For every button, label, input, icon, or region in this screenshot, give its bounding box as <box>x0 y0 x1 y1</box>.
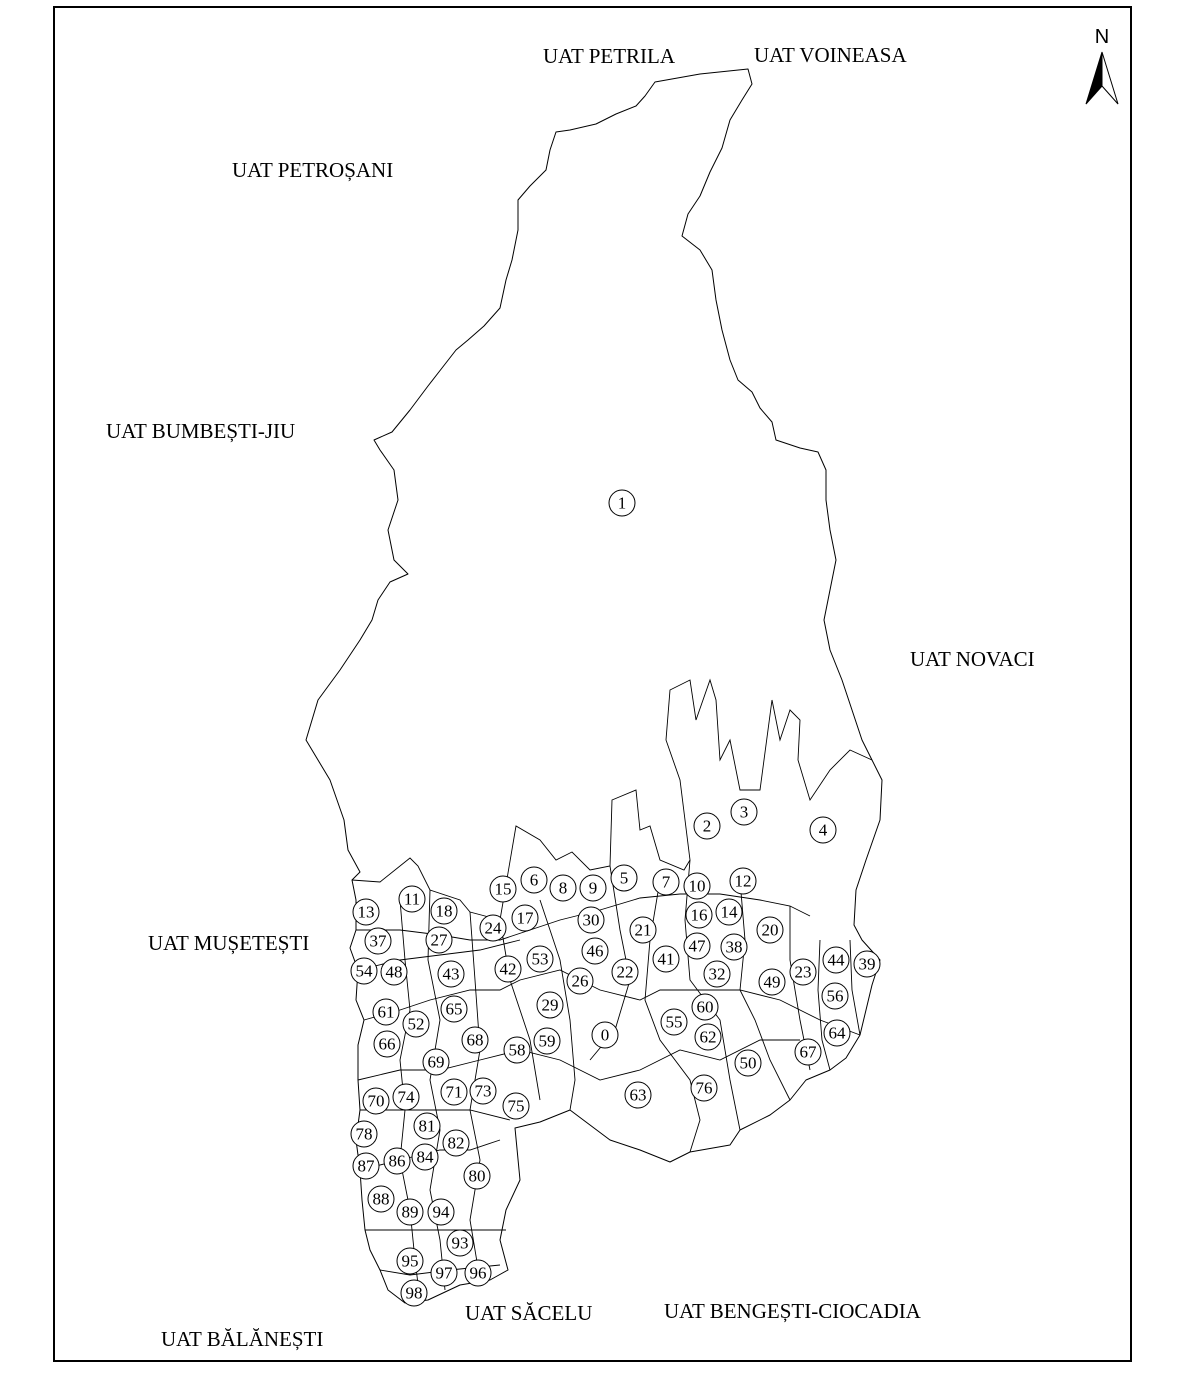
parcel-marker <box>393 1084 419 1110</box>
parcel-number: 95 <box>401 1251 419 1271</box>
parcel-number: 16 <box>690 905 708 925</box>
parcel-number: 21 <box>634 920 652 940</box>
neighbor-uat-label: UAT BĂLĂNEȘTI <box>161 1327 324 1351</box>
neighbor-uat-label: UAT NOVACI <box>910 647 1035 671</box>
parcel-marker <box>721 934 747 960</box>
neighbor-uat-label: UAT MUȘETEȘTI <box>148 931 310 955</box>
parcel-number: 55 <box>665 1012 683 1032</box>
parcel-number: 78 <box>355 1124 373 1144</box>
parcel-number: 6 <box>529 870 539 890</box>
parcel-marker <box>704 961 730 987</box>
parcel-marker <box>381 959 407 985</box>
north-arrow <box>1086 26 1118 104</box>
parcel-marker <box>824 1020 850 1046</box>
parcel-marker <box>428 1199 454 1225</box>
parcel-number: 81 <box>418 1116 436 1136</box>
parcel-marker <box>401 1280 427 1306</box>
north-arrow-icon <box>1086 52 1102 104</box>
parcel-number: 18 <box>435 901 453 921</box>
parcel-marker <box>730 868 756 894</box>
parcel-marker <box>431 1260 457 1286</box>
parcel-number: 41 <box>657 949 675 969</box>
parcel-number: 89 <box>401 1202 419 1222</box>
parcel-marker <box>426 927 452 953</box>
parcel-marker <box>441 996 467 1022</box>
parcel-marker <box>368 1186 394 1212</box>
parcel-number: 37 <box>369 931 387 951</box>
parcel-marker <box>504 1037 530 1063</box>
parcel-number: 87 <box>357 1156 375 1176</box>
parcel-number: 10 <box>688 876 706 896</box>
parcel-number: 9 <box>588 878 598 898</box>
parcel-marker <box>503 1093 529 1119</box>
parcel-number: 59 <box>538 1031 556 1051</box>
parcel-marker <box>441 1079 467 1105</box>
parcel-marker <box>692 994 718 1020</box>
parcel-number: 61 <box>377 1002 395 1022</box>
parcel-number: 53 <box>531 949 549 969</box>
parcel-marker <box>495 956 521 982</box>
parcel-number: 11 <box>403 889 421 909</box>
parcel-marker <box>403 1011 429 1037</box>
neighbor-uat-label: UAT BUMBEȘTI-JIU <box>106 419 296 443</box>
parcel-number: 65 <box>445 999 463 1019</box>
parcel-marker <box>397 1248 423 1274</box>
parcel-number: 44 <box>827 950 845 970</box>
parcel-number: 12 <box>734 871 752 891</box>
parcel-marker <box>790 959 816 985</box>
parcel-number: 88 <box>372 1189 390 1209</box>
parcel-number: 75 <box>507 1096 525 1116</box>
parcel-number: 38 <box>725 937 743 957</box>
parcel-marker <box>443 1130 469 1156</box>
parcel-marker <box>731 799 757 825</box>
parcel-marker <box>686 902 712 928</box>
parcel-number: 60 <box>696 997 714 1017</box>
parcel-number: 26 <box>571 971 589 991</box>
parcel-marker <box>661 1009 687 1035</box>
parcel-marker <box>521 867 547 893</box>
parcel-number: 68 <box>466 1030 484 1050</box>
neighbor-uat-label: UAT VOINEASA <box>754 43 907 67</box>
neighbor-uat-label: UAT PETRILA <box>543 44 676 68</box>
parcel-marker <box>611 865 637 891</box>
parcel-marker <box>537 992 563 1018</box>
parcel-marker <box>695 1024 721 1050</box>
parcel-marker <box>365 928 391 954</box>
parcel-number: 30 <box>582 910 600 930</box>
parcel-number: 84 <box>416 1147 434 1167</box>
parcel-number: 64 <box>828 1023 846 1043</box>
parcel-number: 48 <box>385 962 403 982</box>
parcel-marker <box>490 876 516 902</box>
parcel-number: 43 <box>442 964 460 984</box>
parcel-number: 20 <box>761 920 779 940</box>
parcel-marker <box>810 817 836 843</box>
parcel-number: 4 <box>818 820 828 840</box>
parcel-number: 73 <box>474 1081 492 1101</box>
parcel-number: 69 <box>427 1052 445 1072</box>
parcel-number: 82 <box>447 1133 465 1153</box>
parcel-number: 93 <box>451 1233 469 1253</box>
parcel-number: 22 <box>616 962 634 982</box>
parcel-number: 29 <box>541 995 559 1015</box>
neighbor-uat-label: UAT PETROȘANI <box>232 158 394 182</box>
parcel-number: 71 <box>445 1082 463 1102</box>
parcel-marker <box>653 869 679 895</box>
parcel-marker <box>716 899 742 925</box>
north-label: N <box>1094 26 1110 48</box>
parcel-number: 54 <box>355 961 373 981</box>
parcel-number: 8 <box>558 878 568 898</box>
parcel-number: 39 <box>858 954 876 974</box>
parcel-marker <box>735 1050 761 1076</box>
parcel-number: 14 <box>720 902 738 922</box>
parcel-marker <box>363 1088 389 1114</box>
parcel-number: 23 <box>794 962 812 982</box>
parcel-marker <box>580 875 606 901</box>
parcel-marker <box>592 1022 618 1048</box>
parcel-marker <box>822 983 848 1009</box>
parcel-number: 63 <box>629 1085 647 1105</box>
parcel-number: 98 <box>405 1283 423 1303</box>
parcel-marker <box>447 1230 473 1256</box>
parcel-number: 24 <box>484 918 502 938</box>
parcel-marker <box>550 875 576 901</box>
parcel-marker <box>582 938 608 964</box>
parcel-marker <box>512 905 538 931</box>
parcel-marker <box>414 1113 440 1139</box>
parcel-marker <box>423 1049 449 1075</box>
parcel-marker <box>412 1144 438 1170</box>
parcel-number: 76 <box>695 1078 713 1098</box>
parcel-number: 0 <box>600 1025 610 1045</box>
parcel-number: 15 <box>494 879 512 899</box>
parcel-number: 47 <box>688 936 706 956</box>
parcel-marker <box>527 946 553 972</box>
parcel-marker <box>462 1027 488 1053</box>
parcel-number: 46 <box>586 941 604 961</box>
parcel-number: 56 <box>826 986 844 1006</box>
parcel-number: 13 <box>357 902 375 922</box>
parcel-marker <box>759 969 785 995</box>
parcel-number: 27 <box>430 930 448 950</box>
parcel-marker <box>795 1039 821 1065</box>
parcel-number: 62 <box>699 1027 717 1047</box>
parcel-marker <box>351 1121 377 1147</box>
parcel-number: 86 <box>388 1151 406 1171</box>
parcel-marker <box>694 813 720 839</box>
parcel-marker <box>653 946 679 972</box>
parcel-marker <box>625 1082 651 1108</box>
parcel-marker <box>470 1078 496 1104</box>
parcel-marker <box>854 951 880 977</box>
parcel-number: 94 <box>432 1202 450 1222</box>
parcel-marker <box>534 1028 560 1054</box>
parcel-marker <box>399 886 425 912</box>
parcel-marker <box>823 947 849 973</box>
parcel-number: 3 <box>739 802 749 822</box>
parcel-number: 1 <box>617 493 627 513</box>
territory-boundary <box>306 69 882 1303</box>
parcel-number: 80 <box>468 1166 486 1186</box>
parcel-number: 58 <box>508 1040 526 1060</box>
neighbor-uat-label: UAT SĂCELU <box>465 1301 593 1325</box>
parcel-number: 17 <box>516 908 534 928</box>
parcel-number: 5 <box>619 868 629 888</box>
parcel-marker <box>465 1260 491 1286</box>
parcel-marker <box>578 907 604 933</box>
parcel-marker <box>353 899 379 925</box>
parcel-number: 42 <box>499 959 517 979</box>
parcel-marker <box>431 898 457 924</box>
parcel-marker <box>373 999 399 1025</box>
parcel-marker <box>397 1199 423 1225</box>
parcel-number: 67 <box>799 1042 817 1062</box>
parcel-marker <box>438 961 464 987</box>
parcel-marker <box>480 915 506 941</box>
parcel-number: 70 <box>367 1091 385 1111</box>
neighbor-uat-label: UAT BENGEȘTI-CIOCADIA <box>664 1299 921 1323</box>
parcel-marker <box>684 873 710 899</box>
parcel-marker <box>351 958 377 984</box>
parcel-marker <box>757 917 783 943</box>
parcel-marker <box>609 490 635 516</box>
parcel-marker <box>384 1148 410 1174</box>
parcel-marker <box>691 1075 717 1101</box>
parcel-number: 49 <box>763 972 781 992</box>
parcel-number: 50 <box>739 1053 757 1073</box>
parcel-marker <box>374 1031 400 1057</box>
parcel-marker <box>464 1163 490 1189</box>
parcel-number: 66 <box>378 1034 396 1054</box>
parcel-marker <box>684 933 710 959</box>
parcel-number: 7 <box>661 872 671 892</box>
parcel-marker <box>353 1153 379 1179</box>
parcel-marker <box>630 917 656 943</box>
parcel-number: 32 <box>708 964 726 984</box>
parcel-number: 52 <box>407 1014 425 1034</box>
parcel-number: 97 <box>435 1263 453 1283</box>
parcel-marker <box>567 968 593 994</box>
parcel-number: 74 <box>397 1087 415 1107</box>
parcel-number: 96 <box>469 1263 487 1283</box>
parcel-number: 2 <box>702 816 712 836</box>
parcel-marker <box>612 959 638 985</box>
